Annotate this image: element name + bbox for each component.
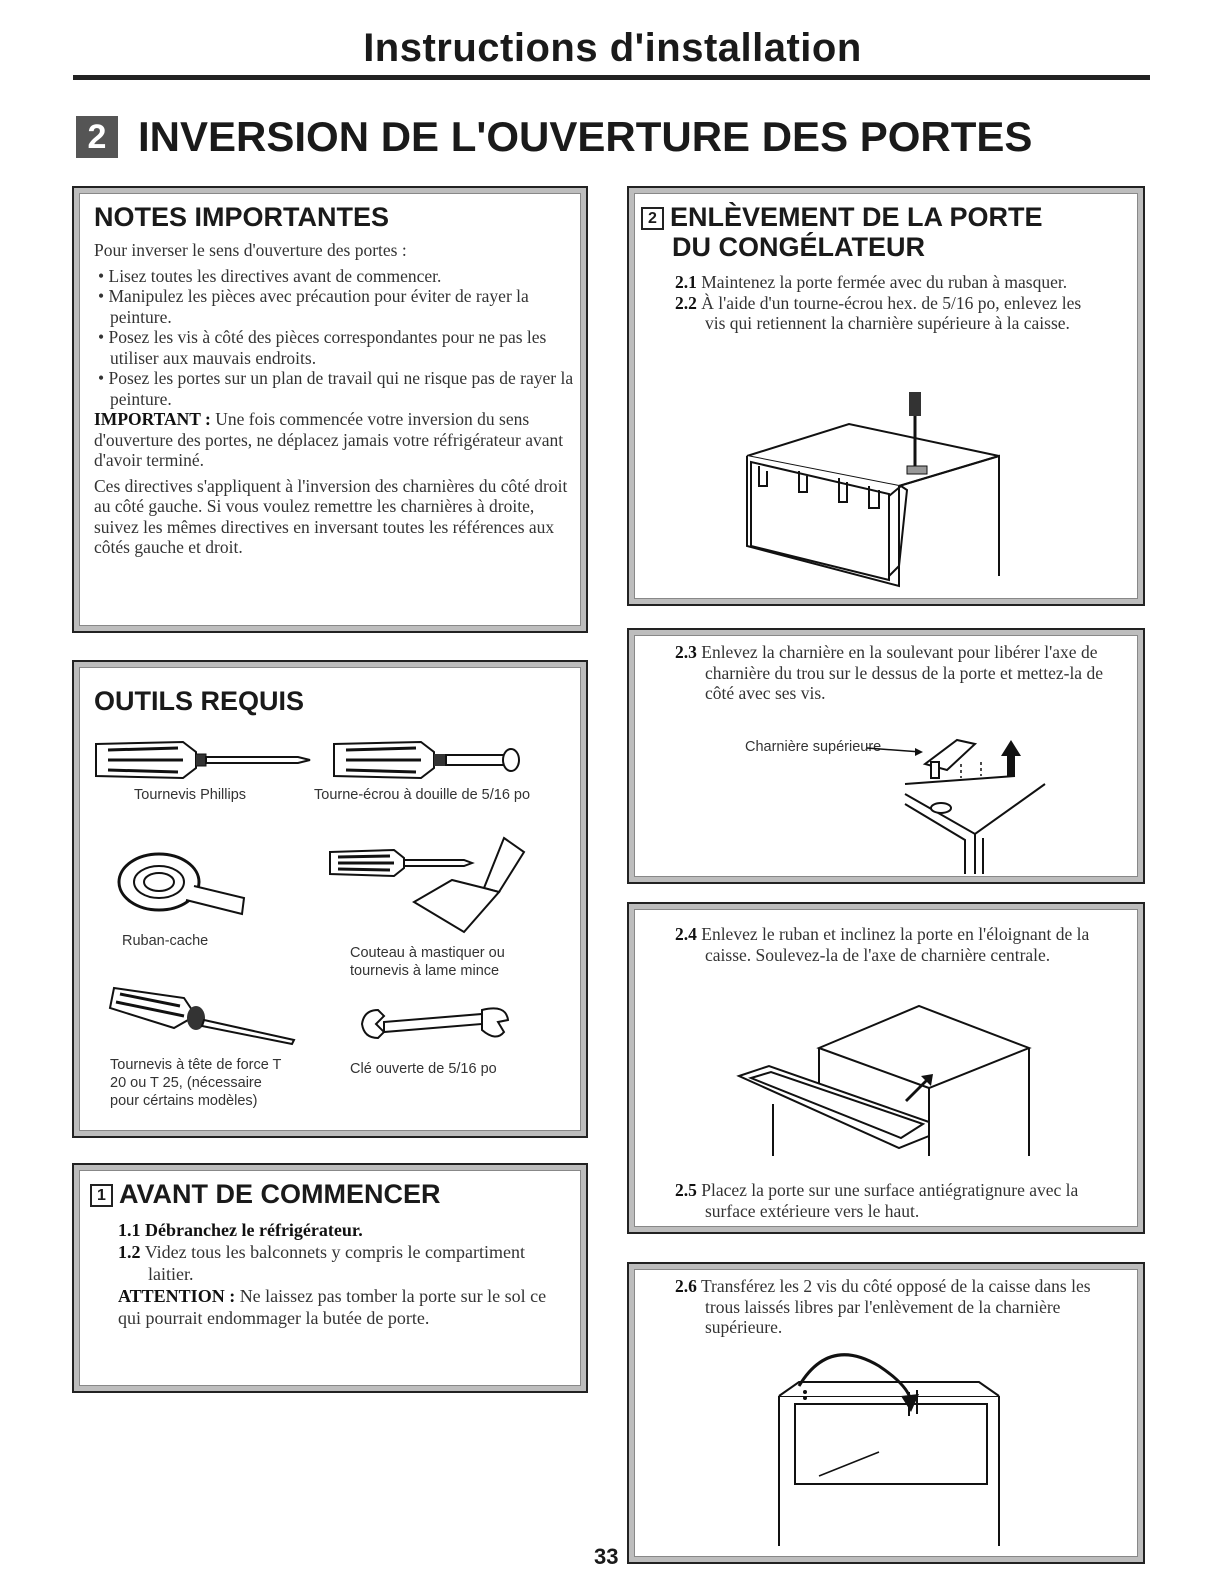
before-panel <box>72 1163 588 1393</box>
notes-title: NOTES IMPORTANTES <box>94 202 390 232</box>
notes-body <box>94 240 574 558</box>
page-number: 33 <box>594 1544 619 1569</box>
freezer-title-line1: ENLÈVEMENT DE LA PORTE <box>670 202 1043 232</box>
section-heading <box>76 112 1032 162</box>
taped-freezer-door-illustration <box>739 416 1019 596</box>
step-1-2 <box>118 1241 558 1285</box>
tilt-door-illustration <box>729 996 1059 1166</box>
step-number-box: 2 <box>641 207 664 230</box>
tilt-body <box>675 924 1115 965</box>
section-number-badge: 2 <box>76 116 118 158</box>
step-number: 1.2 <box>118 1242 141 1262</box>
attention-text: Ne laissez pas tomber la porte sur le sol ce qui pourrait endommager la butée de porte. <box>118 1286 547 1328</box>
step-text: Enlevez la charnière en la soulevant pour libérer l'axe de charnière du trou sur le dessus de la porte et mettez-la de côté avec ses vis. <box>701 642 1103 703</box>
step-text: À l'aide d'un tourne-écrou hex. de 5/16 po, enlevez les vis qui retiennent la charnière supérieure à la caisse. <box>701 292 1082 333</box>
step-number: 2.2 <box>675 292 697 313</box>
tilt-door-panel <box>627 902 1145 1234</box>
step-2-3 <box>675 642 1125 704</box>
step-2-6 <box>675 1276 1125 1338</box>
step-text: Videz tous les balconnets y compris le compartiment laitier. <box>144 1242 526 1284</box>
open-wrench-icon <box>356 1002 516 1052</box>
step-number: 2.4 <box>675 924 697 944</box>
step-text: Maintenez la porte fermée avec du ruban à masquer. <box>701 272 1068 292</box>
important-label: IMPORTANT : <box>94 409 211 429</box>
header-rule <box>73 75 1150 80</box>
step-2-5 <box>675 1180 1115 1221</box>
notes-panel <box>72 186 588 633</box>
notes-important <box>94 409 574 471</box>
step-number: 2.6 <box>675 1276 697 1296</box>
transfer-screws-panel <box>627 1262 1145 1564</box>
step-number-box: 1 <box>90 1184 113 1207</box>
notes-bullet: • Manipulez les pièces avec précaution pour éviter de rayer la peinture. <box>98 286 529 327</box>
notes-bullet: • Lisez toutes les directives avant de commencer. <box>98 265 442 286</box>
notes-paragraph: Ces directives s'appliquent à l'inversion des charnières du côté droit au côté gauche. Si vous voulez remettre les charnières à droite, suivez les mêmes directives en inversant toutes les références aux côtés gauche et droit. <box>94 475 568 557</box>
freezer-body <box>675 272 1095 334</box>
notes-bullet: • Posez les portes sur un plan de travail qui ne risque pas de rayer la peinture. <box>98 368 574 409</box>
step-text: Enlevez le ruban et inclinez la porte en l'éloignant de la caisse. Soulevez-la de l'axe de charnière centrale. <box>701 924 1090 965</box>
step-2-2 <box>675 293 1095 334</box>
tilt-body-2 <box>675 1180 1115 1221</box>
step-text: Débranchez le réfrigérateur. <box>145 1220 363 1240</box>
tool-label: Tournevis à tête de force T 20 ou T 25, (nécessaire pour cértains modèles) <box>110 1057 282 1109</box>
transfer-body <box>675 1276 1125 1338</box>
tool-label: Ruban-cache <box>122 933 209 949</box>
before-title <box>90 1179 441 1210</box>
tools-title: OUTILS REQUIS <box>94 686 305 716</box>
step-number: 1.1 <box>118 1220 141 1240</box>
step-number: 2.5 <box>675 1180 697 1200</box>
notes-intro: Pour inverser le sens d'ouverture des portes : <box>94 240 407 260</box>
attention-label: ATTENTION : <box>118 1286 236 1306</box>
step-number: 2.1 <box>675 272 697 292</box>
nut-driver-icon <box>326 732 526 788</box>
before-body <box>118 1219 558 1329</box>
step-number: 2.3 <box>675 642 697 662</box>
page-header-title: Instructions d'installation <box>363 26 862 70</box>
step-text: Placez la porte sur une surface antiégratignure avec la surface extérieure vers le haut. <box>701 1180 1079 1221</box>
tool-label: Couteau à mastiquer ou tournevis à lame mince <box>350 945 505 979</box>
tools-panel <box>72 660 588 1138</box>
transfer-screws-illustration <box>759 1356 1019 1556</box>
phillips-screwdriver-icon <box>88 732 318 788</box>
tool-label: Clé ouverte de 5/16 po <box>350 1061 497 1077</box>
top-hinge-illustration <box>865 724 1065 884</box>
freezer-title-line2: DU CONGÉLATEUR <box>672 232 925 262</box>
freezer-title <box>641 202 1043 262</box>
step-1-1 <box>118 1219 558 1241</box>
hinge-body <box>675 642 1125 704</box>
section-title: INVERSION DE L'OUVERTURE DES PORTES <box>138 113 1033 160</box>
tool-label: Tourne-écrou à douille de 5/16 po <box>314 787 531 803</box>
remove-hinge-panel <box>627 628 1145 884</box>
step-2-4 <box>675 924 1115 965</box>
freezer-door-panel <box>627 186 1145 606</box>
torx-screwdriver-icon <box>104 978 304 1058</box>
tool-label: Tournevis Phillips <box>134 787 247 803</box>
notes-bullet: • Posez les vis à côté des pièces correspondantes pour ne pas les utiliser aux mauvais endroits. <box>98 327 547 368</box>
step-text: Transférez les 2 vis du côté opposé de la caisse dans les trous laissés libres par l'enlèvement de la charnière supérieure. <box>700 1276 1091 1337</box>
attention-note <box>118 1285 558 1329</box>
before-title-text: AVANT DE COMMENCER <box>119 1179 441 1209</box>
masking-tape-icon <box>114 842 254 922</box>
putty-knife-icon <box>324 832 544 942</box>
important-text: Une fois commencée votre inversion du sens d'ouverture des portes, ne déplacez jamais votre réfrigérateur avant d'avoir terminé. <box>94 409 564 470</box>
step-2-1 <box>675 272 1095 293</box>
hinge-callout: Charnière supérieure <box>745 739 882 755</box>
